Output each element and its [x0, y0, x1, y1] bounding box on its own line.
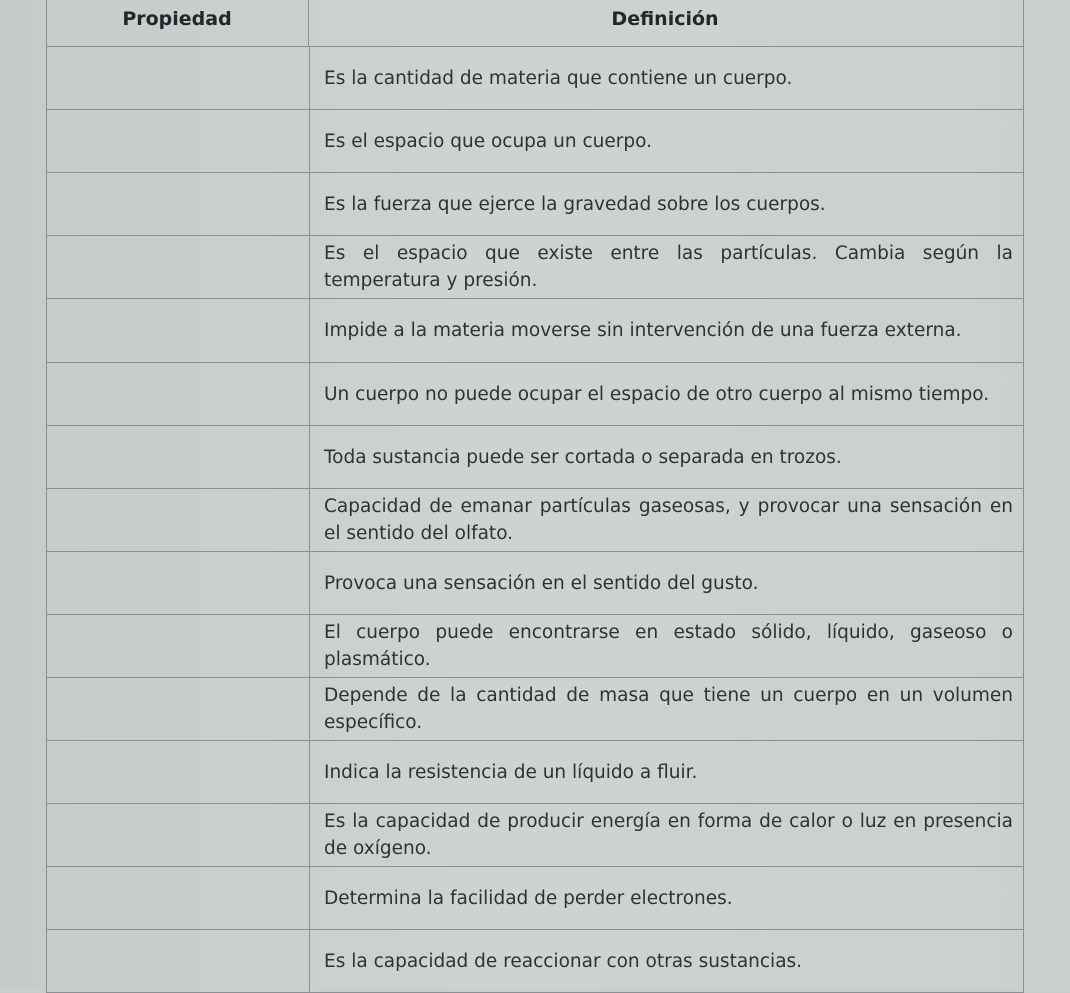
property-answer-cell[interactable]: [47, 173, 310, 236]
definition-cell: Capacidad de emanar partículas gaseosas, y provocar una sensación en el sentido del olfato.: [310, 489, 1024, 552]
definition-cell: Es la capacidad de reaccionar con otras sustancias.: [310, 930, 1024, 993]
definition-cell: Provoca una sensación en el sentido del gusto.: [310, 552, 1024, 615]
definition-cell: El cuerpo puede encontrarse en estado sólido, líquido, gaseoso o plasmático.: [310, 615, 1024, 678]
table-row: [47, 426, 1024, 489]
property-answer-cell[interactable]: [47, 741, 310, 804]
table-row: [47, 236, 1024, 299]
property-answer-cell[interactable]: [47, 552, 310, 615]
table-row: [47, 489, 1024, 552]
definition-cell: Determina la facilidad de perder electrones.: [310, 867, 1024, 930]
definition-cell: Es el espacio que ocupa un cuerpo.: [310, 110, 1024, 173]
table-row: [47, 173, 1024, 236]
property-answer-cell[interactable]: [47, 930, 310, 993]
table-row: [47, 804, 1024, 867]
property-answer-cell[interactable]: [47, 299, 310, 363]
properties-table: [46, 46, 1024, 993]
definition-cell: Depende de la cantidad de masa que tiene un cuerpo en un volumen específico.: [310, 678, 1024, 741]
definition-cell: Es la cantidad de materia que contiene un cuerpo.: [310, 47, 1024, 110]
property-answer-cell[interactable]: [47, 804, 310, 867]
property-answer-cell[interactable]: [47, 489, 310, 552]
definition-cell: Es la fuerza que ejerce la gravedad sobre los cuerpos.: [310, 173, 1024, 236]
table-row: [47, 299, 1024, 363]
property-answer-cell[interactable]: [47, 426, 310, 489]
table-row: [47, 930, 1024, 993]
table-row: [47, 110, 1024, 173]
definition-cell: Impide a la materia moverse sin intervención de una fuerza externa.: [310, 299, 1024, 363]
definition-cell: Es la capacidad de producir energía en forma de calor o luz en presencia de oxígeno.: [310, 804, 1024, 867]
definition-cell: Es el espacio que existe entre las partículas. Cambia según la temperatura y presión.: [310, 236, 1024, 299]
property-answer-cell[interactable]: [47, 236, 310, 299]
definition-cell: Un cuerpo no puede ocupar el espacio de otro cuerpo al mismo tiempo.: [310, 363, 1024, 426]
table-row: [47, 47, 1024, 110]
table-row: [47, 741, 1024, 804]
definition-cell: Indica la resistencia de un líquido a fluir.: [310, 741, 1024, 804]
property-answer-cell[interactable]: [47, 867, 310, 930]
property-answer-cell[interactable]: [47, 678, 310, 741]
table-row: [47, 615, 1024, 678]
table-row: [47, 552, 1024, 615]
table-row: [47, 363, 1024, 426]
property-answer-cell[interactable]: [47, 47, 310, 110]
property-answer-cell[interactable]: [47, 363, 310, 426]
table-row: [47, 867, 1024, 930]
table-row: [47, 678, 1024, 741]
property-answer-cell[interactable]: [47, 615, 310, 678]
table-header: [46, 0, 1022, 46]
property-answer-cell[interactable]: [47, 110, 310, 173]
header-property: Propiedad: [122, 8, 232, 30]
definition-cell: Toda sustancia puede ser cortada o separada en trozos.: [310, 426, 1024, 489]
header-definition: Definición: [611, 8, 719, 30]
